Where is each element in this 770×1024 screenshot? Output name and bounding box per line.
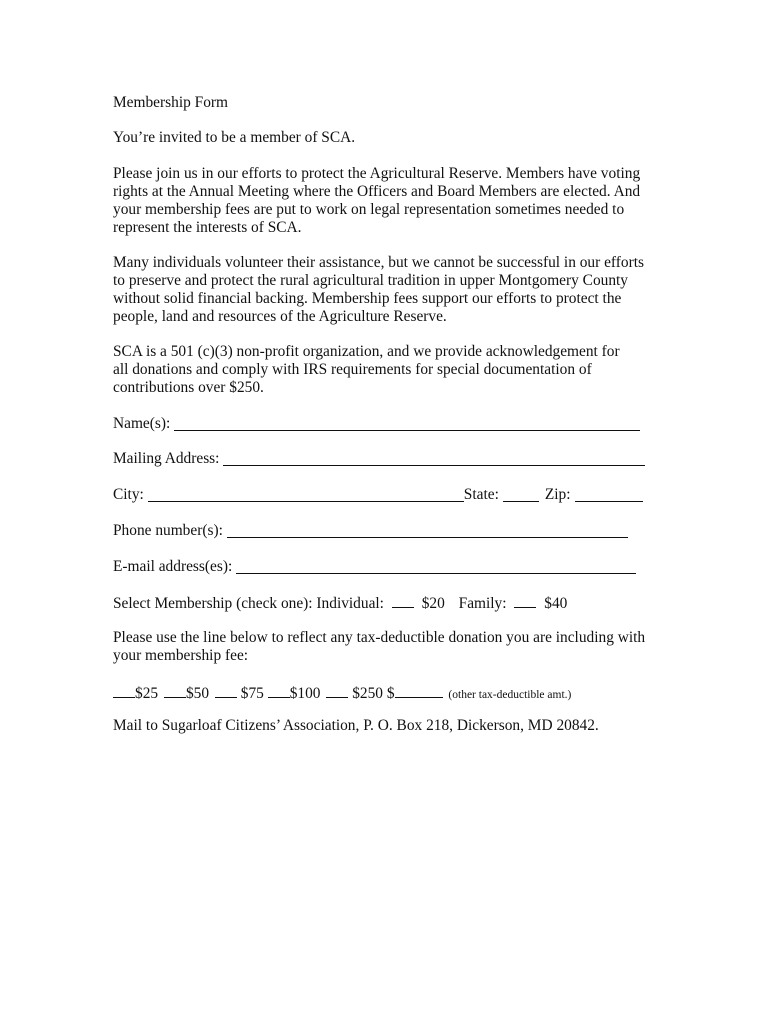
- donation-instructions-line: your membership fee:: [113, 647, 249, 664]
- city-label: City:: [113, 486, 144, 503]
- state-field[interactable]: [503, 486, 539, 502]
- donation-other-amount-blank[interactable]: [395, 683, 443, 698]
- donation-250-label: $250: [352, 685, 383, 702]
- phone-field[interactable]: [227, 522, 628, 538]
- city-field[interactable]: [148, 486, 464, 502]
- support-line: Many individuals volunteer their assistance, but we cannot be successful in our efforts: [113, 254, 644, 271]
- donation-other-symbol: $: [386, 685, 395, 702]
- donation-instructions-line: Please use the line below to reflect any tax-deductible donation you are including with: [113, 629, 646, 646]
- names-field[interactable]: [174, 415, 640, 431]
- donation-instructions: [113, 629, 653, 665]
- support-line: without solid financial backing. Membership fees support our efforts to protect the: [113, 290, 622, 307]
- donation-other-note: (other tax-deductible amt.): [448, 689, 572, 701]
- nonprofit-line: SCA is a 501 (c)(3) non-profit organization, and we provide acknowledgement for: [113, 343, 620, 360]
- state-label: State:: [463, 486, 499, 503]
- donation-options-row: [113, 683, 571, 704]
- support-line: people, land and resources of the Agriculture Reserve.: [113, 308, 447, 325]
- phone-label: Phone number(s):: [113, 522, 223, 539]
- invite-text: You’re invited to be a member of SCA.: [113, 129, 356, 146]
- names-label: Name(s):: [113, 415, 171, 432]
- phone-field-row: [113, 520, 653, 540]
- donation-50-label: $50: [185, 685, 210, 702]
- donation-75-label: $75: [240, 685, 264, 702]
- donation-250-blank[interactable]: [326, 683, 348, 698]
- zip-field[interactable]: [575, 486, 643, 502]
- mailing-address-field[interactable]: [223, 450, 645, 466]
- email-label: E-mail address(es):: [113, 558, 233, 575]
- form-title: Membership Form: [113, 94, 228, 111]
- membership-label: Select Membership (check one): Individual:: [113, 595, 384, 612]
- intro-line: represent the interests of SCA.: [113, 219, 302, 236]
- support-paragraph: [113, 254, 653, 326]
- nonprofit-paragraph: [113, 343, 653, 397]
- donation-25-label: $25: [135, 685, 159, 702]
- zip-label: Zip:: [544, 486, 571, 503]
- mail-to-address: Mail to Sugarloaf Citizens’ Association, P. O. Box 218, Dickerson, MD 20842.: [113, 717, 599, 734]
- nonprofit-line: all donations and comply with IRS requirements for special documentation of: [113, 361, 592, 378]
- family-checkbox-blank[interactable]: [514, 593, 536, 608]
- intro-paragraph: [113, 165, 653, 237]
- donation-50-blank[interactable]: [164, 683, 186, 698]
- names-field-row: [113, 413, 653, 433]
- address-field-row: [113, 448, 653, 468]
- intro-line: your membership fees are put to work on legal representation sometimes needed to: [113, 201, 625, 218]
- donation-100-blank[interactable]: [268, 683, 290, 698]
- membership-select-row: [113, 593, 567, 613]
- donation-100-label: $100: [289, 685, 321, 702]
- support-line: to preserve and protect the rural agricultural tradition in upper Montgomery County: [113, 272, 629, 289]
- family-label: Family:: [458, 595, 507, 612]
- donation-75-blank[interactable]: [215, 683, 237, 698]
- intro-line: rights at the Annual Meeting where the Officers and Board Members are elected. And: [113, 183, 641, 200]
- address-label: Mailing Address:: [113, 450, 220, 467]
- donation-25-blank[interactable]: [113, 683, 135, 698]
- individual-amount: $20: [421, 595, 445, 612]
- email-field-row: [113, 556, 653, 576]
- nonprofit-line: contributions over $250.: [113, 379, 264, 396]
- email-field[interactable]: [236, 558, 636, 574]
- city-state-zip-row: [113, 484, 653, 504]
- family-amount: $40: [544, 595, 568, 612]
- intro-line: Please join us in our efforts to protect the Agricultural Reserve. Members have voting: [113, 165, 641, 182]
- individual-checkbox-blank[interactable]: [392, 593, 414, 608]
